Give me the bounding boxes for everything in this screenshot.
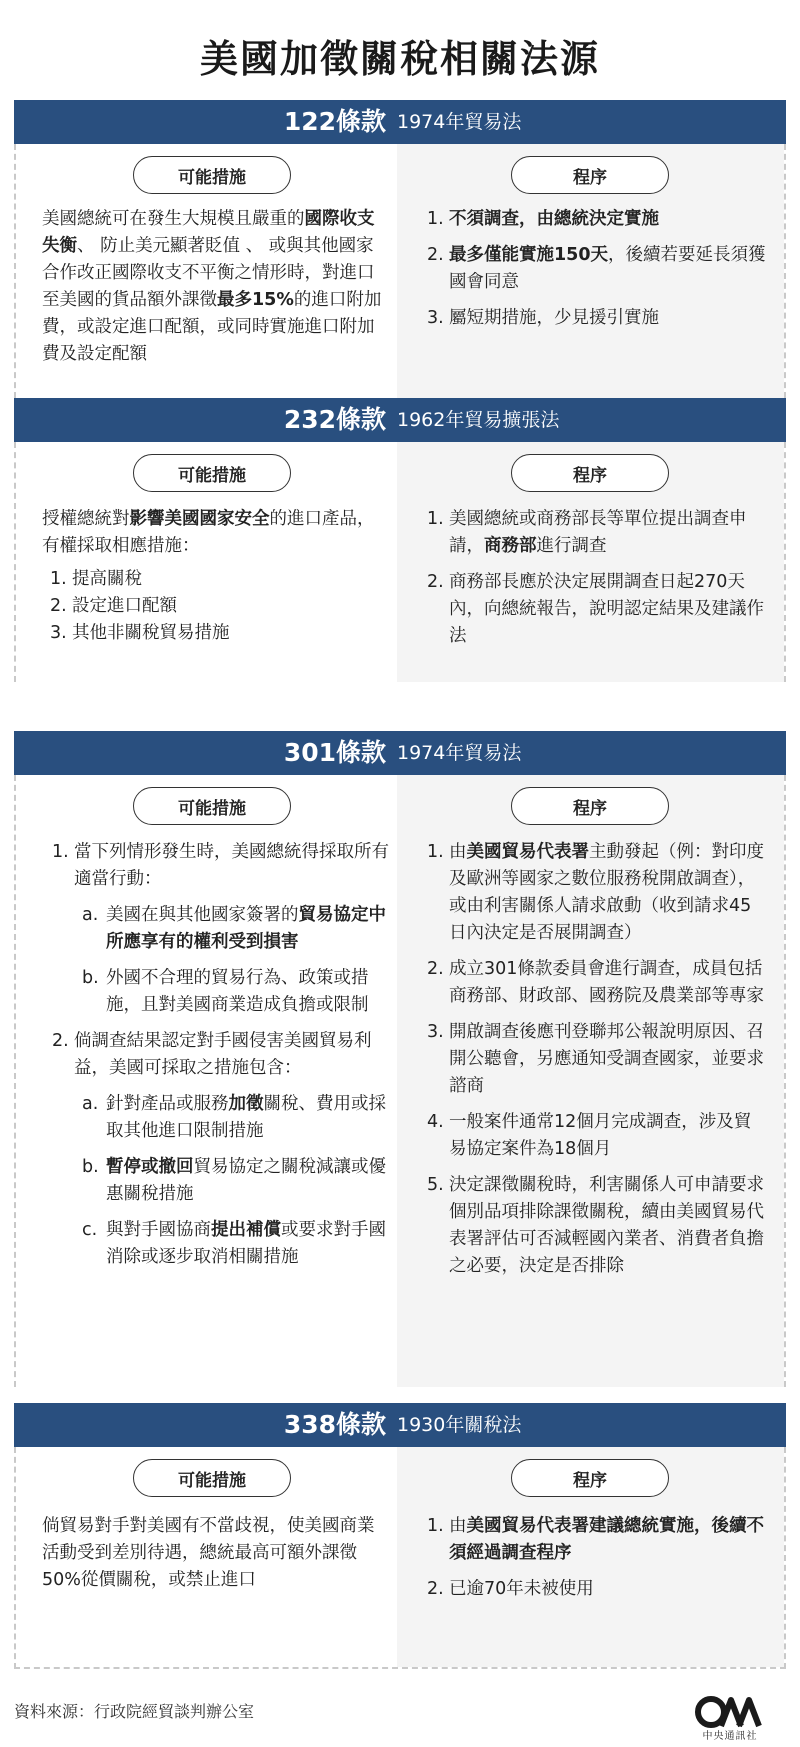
list-item: 1. 由美國貿易代表署主動發起（例：對印度及歐洲等國家之數位服務稅開啟調查），或由利害關係人請求啟動（收到請求45日內決定是否展開調查） (427, 842, 764, 943)
list-item: 1. 美國總統或商務部長等單位提出調查申請，商務部進行調查 (427, 509, 747, 556)
list-item: 4. 一般案件通常12個月完成調查，涉及貿易協定案件為18個月 (427, 1112, 752, 1159)
list-item: 3. 屬短期措施，少見援引實施 (427, 308, 659, 328)
procedure-list (427, 1513, 767, 1603)
procedure-label: 程序 (511, 1459, 669, 1497)
procedure-label: 程序 (511, 454, 669, 492)
data-source: 資料來源：行政院經貿談判辦公室 (14, 1702, 255, 1721)
list-item: 2. 最多僅能實施150天，後續若要延長須獲國會同意 (427, 245, 766, 292)
section-header-bar (14, 100, 786, 144)
measures-list (52, 839, 390, 1271)
section-122 (14, 100, 786, 398)
list-item: 1. 由美國貿易代表署建議總統實施，後續不須經過調查程序 (427, 1516, 764, 1563)
law-name: 1930年關稅法 (397, 1414, 522, 1436)
section-header-bar (14, 731, 786, 775)
article-number: 301條款 (283, 738, 386, 767)
law-name: 1962年貿易擴張法 (397, 409, 560, 431)
list-item: 1. 當下列情形發生時，美國總統得採取所有適當行動： (52, 842, 389, 889)
measures-label: 可能措施 (133, 787, 291, 825)
logo-text: 中央通訊社 (702, 1731, 758, 1742)
list-item: 5. 決定課徵關稅時，利害關係人可申請要求個別品項排除課徵關稅，續由美國貿易代表署評估可否減輕國內業者、消費者負擔之必要，決定是否排除 (427, 1175, 764, 1276)
section-338 (14, 1403, 786, 1669)
measures-label: 可能措施 (133, 454, 291, 492)
measures-column (16, 442, 397, 682)
measures-column (16, 1447, 397, 1667)
measures-text: 授權總統對影響美國國家安全的進口產品，有權採取相應措施： 1. 提高關稅 2. 設定進口配額 3. 其他非關稅貿易措施 (42, 506, 388, 647)
law-name: 1974年貿易法 (397, 111, 522, 133)
measures-column (16, 144, 397, 398)
sub-item: b. 外國不合理的貿易行為、政策或措施，且對美國商業造成負擔或限制 (82, 968, 369, 1015)
law-name: 1974年貿易法 (397, 742, 522, 764)
measures-label: 可能措施 (133, 156, 291, 194)
list-item: 2. 設定進口配額 (50, 596, 177, 616)
list-item: 2. 商務部長應於決定展開調查日起270天內，向總統報告，說明認定結果及建議作法 (427, 572, 764, 646)
article-number: 232條款 (283, 405, 386, 434)
list-item: 2. 成立301條款委員會進行調查，成員包括商務部、財政部、國務院及農業部等專家 (427, 959, 764, 1006)
section-232 (14, 398, 786, 682)
procedure-list (427, 839, 767, 1280)
procedure-column (397, 144, 784, 398)
section-301 (14, 731, 786, 1387)
measures-text: 倘貿易對手對美國有不當歧視，使美國商業活動受到差別待遇，總統最高可額外課徵50%從價關稅，或禁止進口 (42, 1516, 375, 1590)
measures-text: 美國總統可在發生大規模且嚴重的國際收支失衡、 防止美元顯著貶值 、 或與其他國家合作改正國際收支不平衡之情形時，對進口至美國的貨品額外課徵最多15%的進口附加費，或設定進口配額，或同時實施進口附加費及設定配額 (42, 209, 382, 364)
article-number: 338條款 (283, 1410, 386, 1439)
section-body (14, 442, 786, 682)
section-body (14, 775, 786, 1387)
section-header-bar (14, 1403, 786, 1447)
list-item: 3. 其他非關稅貿易措施 (50, 623, 230, 643)
list-item: 1. 提高關稅 (50, 569, 142, 589)
procedure-label: 程序 (511, 787, 669, 825)
procedure-column (397, 1447, 784, 1667)
sub-item: b. 暫停或撤回貿易協定之關稅減讓或優惠關稅措施 (82, 1157, 386, 1204)
procedure-list (427, 506, 767, 650)
article-number: 122條款 (283, 107, 386, 136)
procedure-list (427, 206, 767, 332)
section-body (14, 1447, 786, 1669)
list-item: 2. 已逾70年未被使用 (427, 1579, 594, 1599)
measures-label: 可能措施 (133, 1459, 291, 1497)
measures-column (16, 775, 397, 1387)
list-item: 3. 開啟調查後應刊登聯邦公報說明原因、召開公聽會，另應通知受調查國家，並要求諮商 (427, 1022, 764, 1096)
section-header-bar (14, 398, 786, 442)
procedure-column (397, 442, 784, 682)
sub-item: a. 針對產品或服務加徵關稅、費用或採取其他進口限制措施 (82, 1094, 386, 1141)
procedure-label: 程序 (511, 156, 669, 194)
section-body (14, 144, 786, 398)
sub-item: c. 與對手國協商提出補償或要求對手國消除或逐步取消相關措施 (82, 1220, 386, 1267)
sub-item: a. 美國在與其他國家簽署的貿易協定中所應享有的權利受到損害 (82, 905, 386, 952)
procedure-column (397, 775, 784, 1387)
page-title: 美國加徵關稅相關法源 (199, 37, 600, 81)
list-item: 2. 倘調查結果認定對手國侵害美國貿易利益，美國可採取之措施包含： (52, 1031, 372, 1078)
list-item: 1. 不須調查，由總統決定實施 (427, 209, 659, 229)
